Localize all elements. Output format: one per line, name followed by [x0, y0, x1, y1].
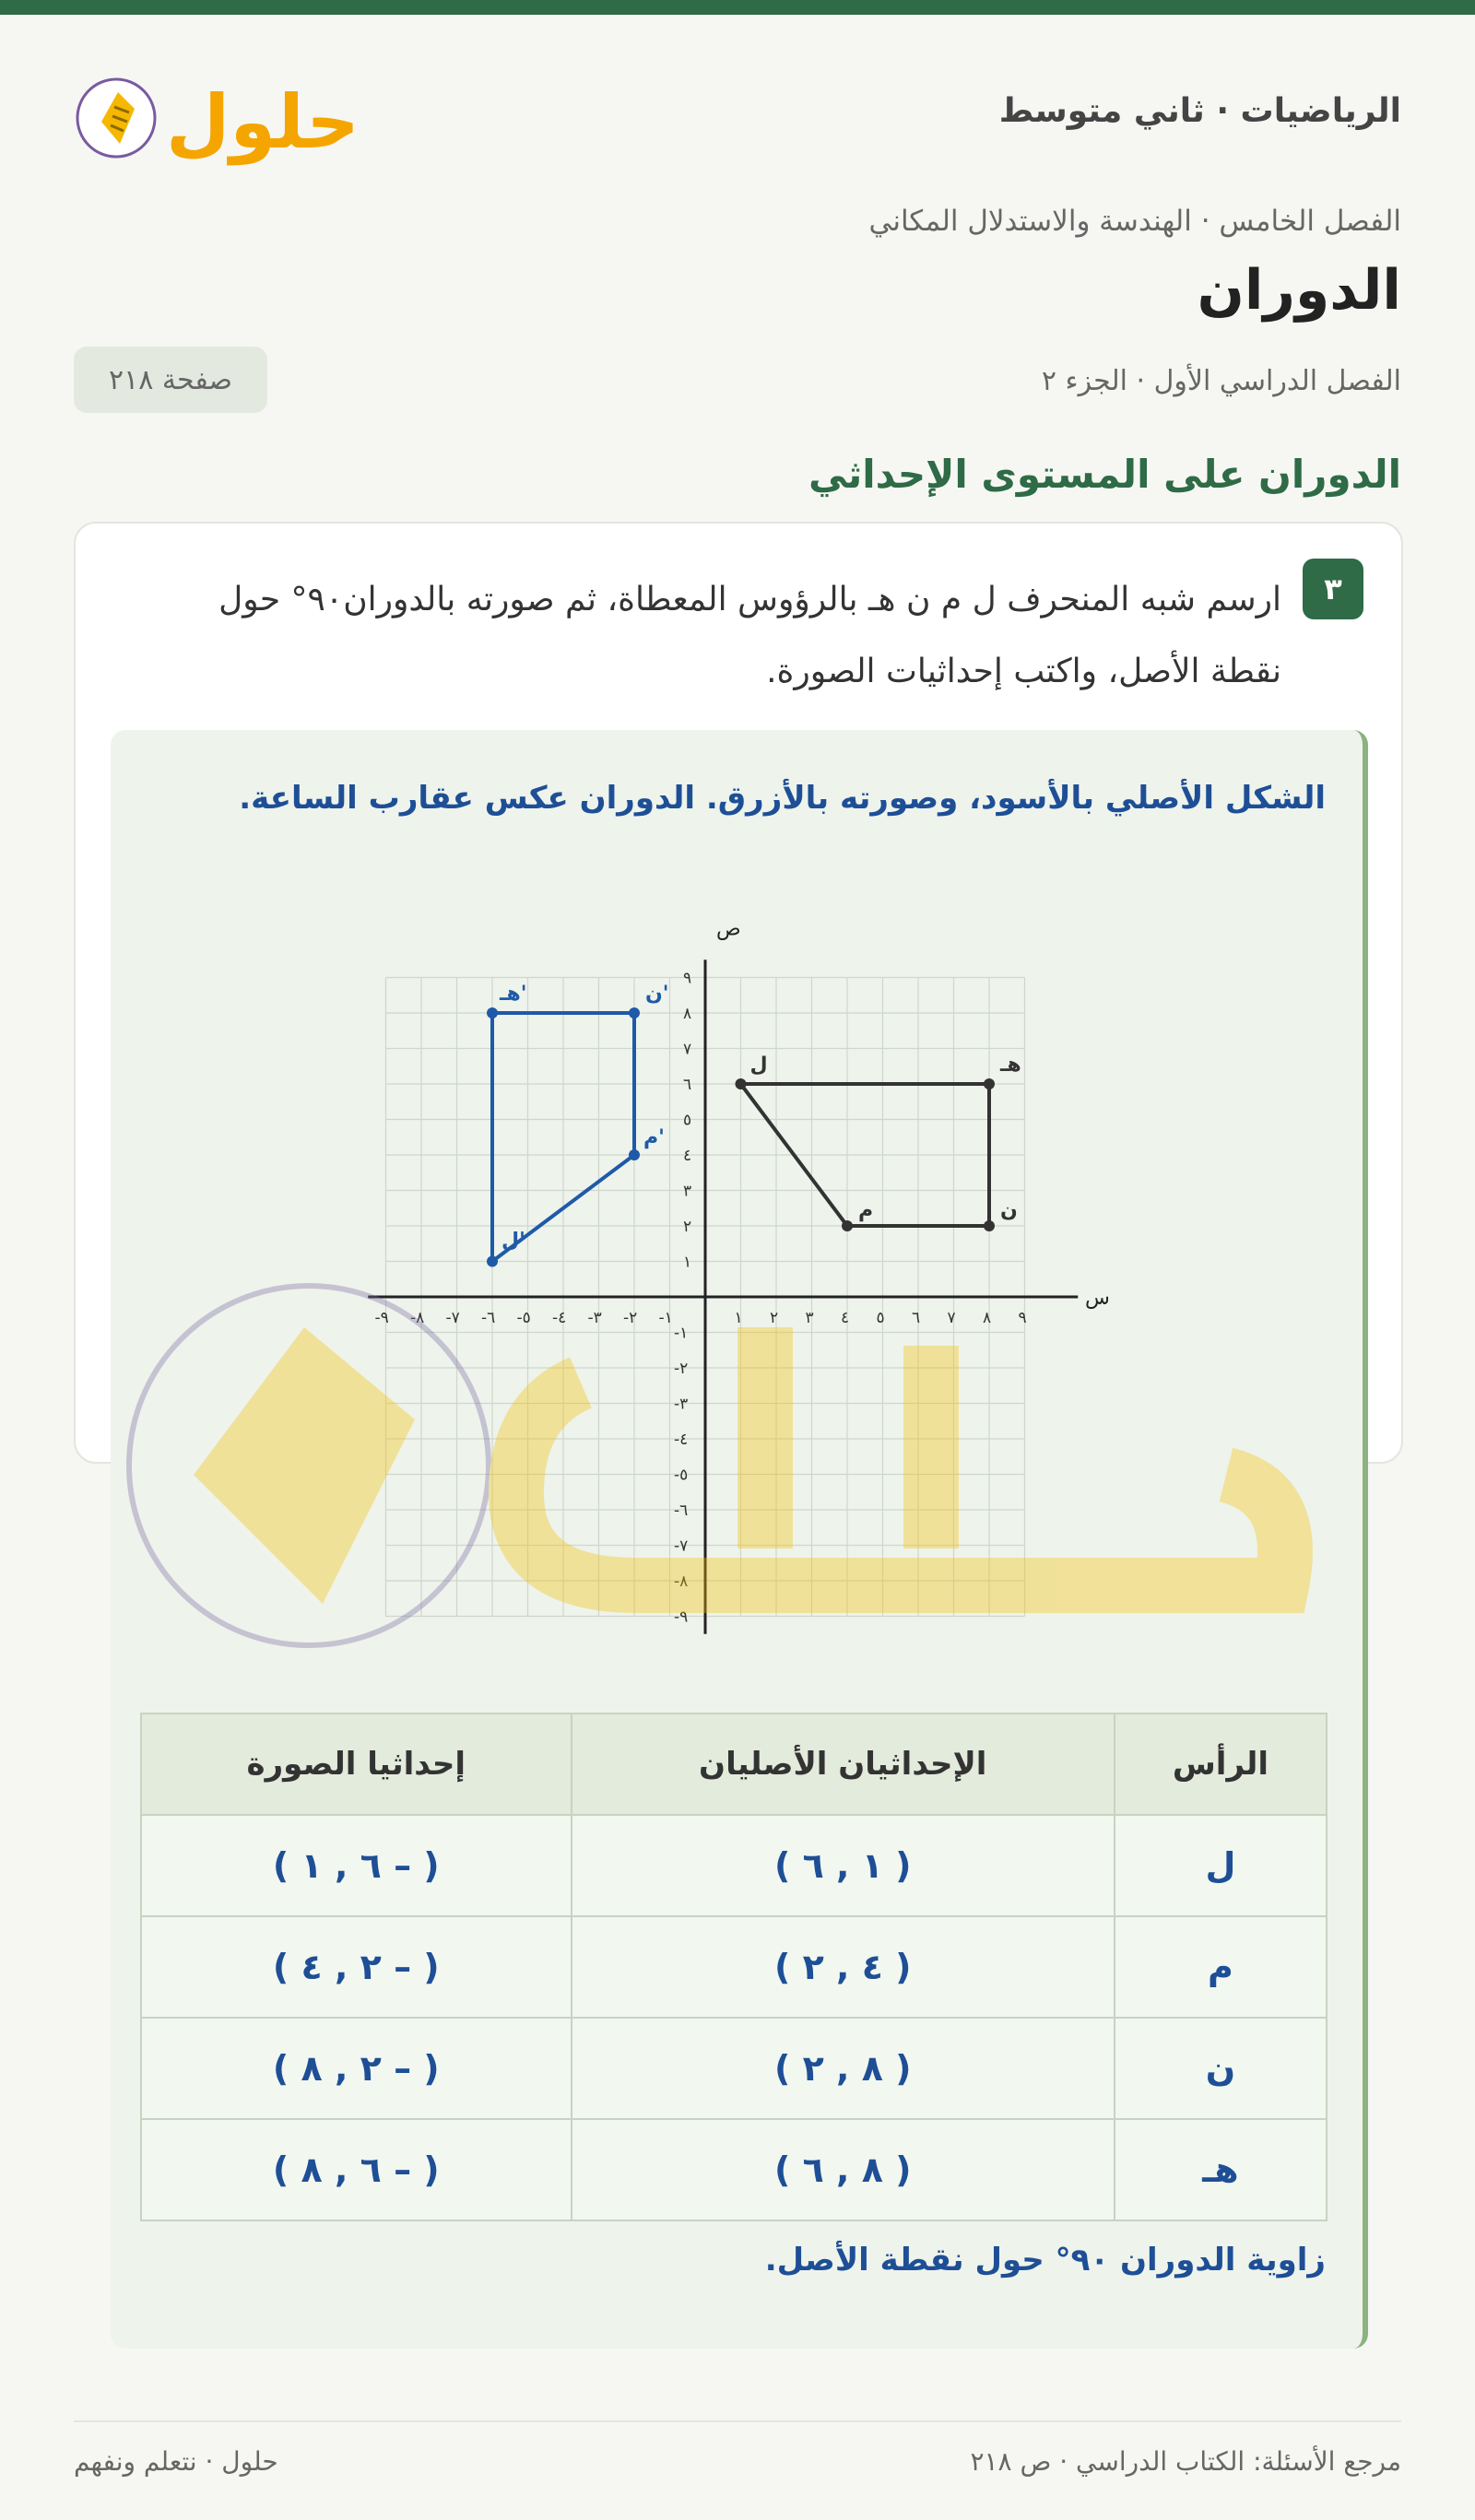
- header: [74, 55, 1401, 175]
- footer-reference: مرجع الأسئلة: الكتاب الدراسي · ص ٢١٨: [970, 2446, 1401, 2477]
- x-axis-label: س: [1084, 1287, 1110, 1310]
- table-row: [141, 2018, 1327, 2119]
- y-tick-label: ٩: [683, 969, 692, 988]
- x-tick-label: ٣: [805, 1309, 814, 1327]
- page-badge: صفحة ٢١٨: [74, 347, 267, 413]
- original-trapezoid-vertex-label: م: [858, 1199, 874, 1222]
- original-trapezoid-vertex: [842, 1220, 853, 1231]
- question-text: ارسم شبه المنحرف ل م ن هـ بالرؤوس المعطاة، ثم صورته بالدوران٩٠° حول نقطة الأصل، واكتب إحداثيات الصورة.: [218, 581, 1281, 690]
- y-tick-label: ٢: [683, 1218, 692, 1236]
- coordinates-table: [140, 1713, 1328, 2221]
- table-header-original: الإحداثيان الأصليان: [572, 1713, 1115, 1815]
- y-tick-label: ٣: [683, 1182, 692, 1201]
- image-cell: ( – ٦ , ٨ ): [141, 2119, 572, 2220]
- y-tick-label: ٧: [683, 1040, 692, 1059]
- footer-brand: حلول · نتعلم ونفهم: [74, 2446, 278, 2477]
- vertex-cell: م: [1115, 1916, 1327, 2018]
- x-tick-label: -٣: [587, 1309, 602, 1327]
- x-tick-label: -٨: [410, 1309, 425, 1327]
- image-trapezoid-vertex: [487, 1256, 498, 1267]
- page-title: الدوران: [1197, 258, 1401, 323]
- image-trapezoid-vertex: [487, 1007, 498, 1019]
- original-cell: ( ١ , ٦ ): [572, 1815, 1115, 1916]
- original-trapezoid-vertex-label: ن: [1000, 1199, 1018, 1222]
- original-trapezoid-vertex: [984, 1078, 995, 1089]
- x-tick-label: -٢: [623, 1309, 638, 1327]
- table-row: [141, 1916, 1327, 2018]
- x-tick-label: ١: [734, 1309, 743, 1327]
- y-tick-label: ٥: [683, 1111, 692, 1130]
- y-tick-label: -٩: [674, 1607, 689, 1627]
- original-trapezoid-vertex-label: ل: [749, 1054, 768, 1077]
- table-row: [141, 1815, 1327, 1916]
- answer-note: الشكل الأصلي بالأسود، وصورته بالأزرق. الدوران عكس عقارب الساعة.: [239, 780, 1326, 817]
- image-cell: ( – ٢ , ٨ ): [141, 2018, 572, 2119]
- y-axis-label: ص: [716, 917, 741, 941]
- term-label: الفصل الدراسي الأول · الجزء ٢: [1041, 365, 1401, 397]
- y-tick-label: -٣: [674, 1395, 689, 1414]
- x-tick-label: -١: [658, 1309, 673, 1327]
- x-tick-label: -٧: [445, 1309, 460, 1327]
- y-tick-label: ٤: [683, 1147, 692, 1165]
- hulul-logo[interactable]: [74, 55, 360, 175]
- x-tick-label: -٤: [552, 1309, 567, 1327]
- original-trapezoid-vertex: [736, 1078, 747, 1089]
- original-cell: ( ٨ , ٢ ): [572, 2018, 1115, 2119]
- x-tick-label: ٥: [876, 1309, 885, 1327]
- image-trapezoid-vertex-label: ل': [502, 1229, 525, 1253]
- x-tick-label: ٧: [947, 1309, 956, 1327]
- vertex-cell: هـ: [1115, 2119, 1327, 2220]
- logo-wordmark: حلول: [166, 79, 360, 165]
- table-header-image: إحداثيا الصورة: [141, 1713, 572, 1815]
- image-cell: ( – ٦ , ١ ): [141, 1815, 572, 1916]
- section-title: الدوران على المستوى الإحداثي: [808, 452, 1401, 497]
- subject-title: الرياضيات · ثاني متوسط: [998, 92, 1401, 130]
- y-tick-label: -٨: [674, 1572, 689, 1591]
- vertex-cell: ل: [1115, 1815, 1327, 1916]
- y-tick-label: -٦: [674, 1501, 689, 1520]
- original-trapezoid-vertex: [984, 1220, 995, 1231]
- image-trapezoid-vertex: [629, 1007, 640, 1019]
- y-tick-label: ١: [683, 1253, 692, 1272]
- y-tick-label: ٨: [683, 1005, 692, 1023]
- chapter-label: الفصل الخامس · الهندسة والاستدلال المكاني: [868, 205, 1401, 238]
- table-header-vertex: الرأس: [1115, 1713, 1327, 1815]
- image-trapezoid-vertex-label: م': [643, 1126, 665, 1149]
- y-tick-label: -٤: [674, 1431, 689, 1449]
- image-trapezoid-vertex-label: هـ': [500, 983, 527, 1006]
- image-trapezoid-vertex: [629, 1149, 640, 1160]
- original-cell: ( ٨ , ٦ ): [572, 2119, 1115, 2220]
- original-trapezoid-vertex-label: هـ: [1000, 1054, 1021, 1077]
- answer-conclusion: زاوية الدوران ٩٠° حول نقطة الأصل.: [764, 2242, 1326, 2279]
- top-bar: [0, 0, 1475, 15]
- x-tick-label: ٨: [983, 1309, 992, 1327]
- x-tick-label: -٩: [374, 1309, 389, 1327]
- original-cell: ( ٤ , ٢ ): [572, 1916, 1115, 2018]
- question-number-badge: ٣: [1303, 559, 1363, 619]
- x-tick-label: ٢: [770, 1309, 779, 1327]
- x-tick-label: ٤: [841, 1309, 850, 1327]
- table-row: [141, 2119, 1327, 2220]
- x-tick-label: -٦: [481, 1309, 496, 1327]
- x-tick-label: -٥: [516, 1309, 531, 1327]
- y-tick-label: -٥: [674, 1466, 689, 1485]
- vertex-cell: ن: [1115, 2018, 1327, 2119]
- x-tick-label: ٩: [1018, 1309, 1027, 1327]
- y-tick-label: -٢: [674, 1360, 689, 1378]
- image-cell: ( – ٢ , ٤ ): [141, 1916, 572, 2018]
- answer-panel: [111, 730, 1368, 2349]
- image-trapezoid-vertex-label: ن': [645, 983, 669, 1006]
- x-tick-label: ٦: [912, 1309, 921, 1327]
- y-tick-label: ٦: [683, 1076, 692, 1094]
- y-tick-label: -١: [674, 1324, 689, 1343]
- coordinate-graph: [369, 877, 1162, 1652]
- footer-divider: [74, 2420, 1401, 2422]
- y-tick-label: -٧: [674, 1537, 689, 1556]
